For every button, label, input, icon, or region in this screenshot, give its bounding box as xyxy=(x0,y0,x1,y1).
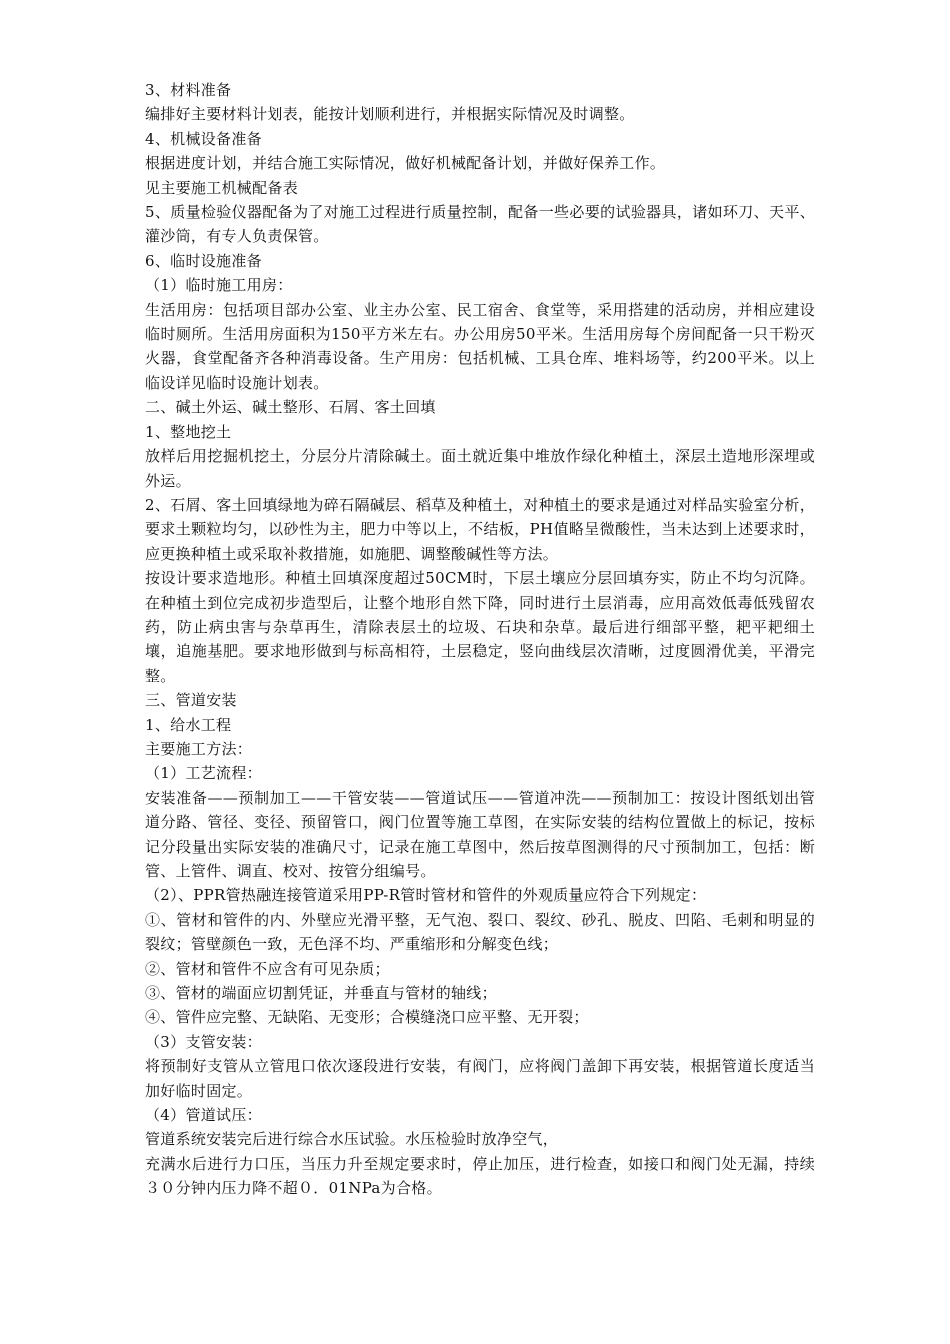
paragraph-excavation: 放样后用挖掘机挖土，分层分片清除碱土。面土就近集中堆放作绿化种植土，深层土造地形深埋或外运。 xyxy=(145,447,815,490)
heading-machinery-prep: 4、机械设备准备 xyxy=(145,129,262,148)
paragraph-machinery-plan: 根据进度计划，并结合施工实际情况，做好机械配备计划，并做好保养工作。 xyxy=(145,154,666,173)
heading-temporary-facilities: 6、临时设施准备 xyxy=(145,251,262,270)
heading-material-prep: 3、材料准备 xyxy=(145,81,232,99)
paragraph-terrain-shaping: 按设计要求造地形。种植土回填深度超过50CM时，下层土壤应分层回填夯实，防止不均匀沉降。在种植土到位完成初步造型后，让整个地形自然下降，同时进行土层消毒，应用高效低毒低残留农药，防止病虫害与杂草再生，清除表层土的垃圾、石块和杂草。最后进行细部平整，耙平耙细土壤，追施基肥。要求地形做到与标高相符，土层稳定，竖向曲线层次清晰，过度圆滑优美，平滑完整。 xyxy=(145,569,815,685)
heading-section-two: 二、碱土外运、碱土整形、石屑、客土回填 xyxy=(145,398,436,417)
paragraph-branch-install: 将预制好支管从立管甩口依次逐段进行安装，有阀门，应将阀门盖卸下再安装，根据管道长度适当加好临时固定。 xyxy=(145,1057,815,1100)
paragraph-pressure-test-2: 充满水后进行力口压，当压力升至规定要求时，停止加压，进行检查，如接口和阀门处无漏，持续３０分钟内压力降不超０．01NPa为合格。 xyxy=(145,1154,815,1198)
subheading-main-methods: 主要施工方法： xyxy=(145,739,253,758)
paragraph-pressure-test-1: 管道系统安装完后进行综合水压试验。水压检验时放净空气， xyxy=(145,1130,559,1149)
list-item-3: ③、管材的端面应切割凭证，并垂直与管材的轴线； xyxy=(145,984,497,1003)
subheading-pressure-test: （4）管道试压： xyxy=(145,1106,262,1125)
heading-section-three: 三、管道安装 xyxy=(145,691,237,710)
list-item-2: ②、管材和管件不应含有可见杂质； xyxy=(145,959,390,978)
paragraph-material-plan: 编排好主要材料计划表，能按计划顺利进行，并根据实际情况及时调整。 xyxy=(145,105,635,124)
subheading-temporary-housing: （1）临时施工用房： xyxy=(145,276,293,295)
paragraph-living-quarters: 生活用房：包括项目部办公室、业主办公室、民工宿舍、食堂等，采用搭建的活动房，并相应建设临时厕所。生活用房面积为150平方米左右。办公用房50平米。生活用房每个房间配备一只干粉灭火器，食堂配备齐各种消毒设备。生产用房：包括机械、工具仓库、堆料场等，约200平米。以上临设详见临时设施计划表。 xyxy=(145,300,815,392)
paragraph-process-flow: 安装准备——预制加工——干管安装——管道试压——管道冲洗——预制加工：按设计图纸划出管道分路、管径、变径、预留管口，阀门位置等施工草图，在实际安装的结构位置做上的标记，按标记分段量出实际安装的准确尺寸，记录在施工草图中，然后按草图测得的尺寸预制加工，包括：断管、上管件、调直、校对、按管分组编号。 xyxy=(145,788,815,880)
subheading-branch-install: （3）支管安装： xyxy=(145,1032,262,1051)
heading-grading-excavation: 1、整地挖土 xyxy=(145,422,232,441)
heading-water-supply: 1、给水工程 xyxy=(145,715,232,734)
subheading-process-flow: （1）工艺流程： xyxy=(145,764,262,783)
paragraph-machinery-table-ref: 见主要施工机械配备表 xyxy=(145,178,299,197)
document-body xyxy=(145,78,815,1201)
paragraph-backfill: 2、石屑、客土回填绿地为碎石隔碱层、稻草及种植土，对种植土的要求是通过对样品实验室分析，要求土颗粒均匀，以砂性为主，肥力中等以上，不结板，PH值略呈微酸性，当未达到上述要求时，应更换种植土或采取补救措施，如施肥、调整酸碱性等方法。 xyxy=(145,495,815,563)
paragraph-quality-instruments: 5、质量检验仪器配备为了对施工过程进行质量控制，配备一些必要的试验器具，诸如环刀、天平、灌沙筒，有专人负责保管。 xyxy=(145,203,815,246)
paragraph-ppr-pipes: （2）、PPR管热融连接管道采用PP-R管时管材和管件的外观质量应符合下列规定： xyxy=(145,886,707,905)
list-item-1: ①、管材和管件的内、外壁应光滑平整，无气泡、裂口、裂纹、砂孔、脱皮、凹陷、毛刺和明显的裂纹；管壁颜色一致，无色泽不均、严重缩形和分解变色线； xyxy=(145,910,815,954)
list-item-4: ④、管件应完整、无缺陷、无变形；合模缝浇口应平整、无开裂； xyxy=(145,1008,589,1027)
